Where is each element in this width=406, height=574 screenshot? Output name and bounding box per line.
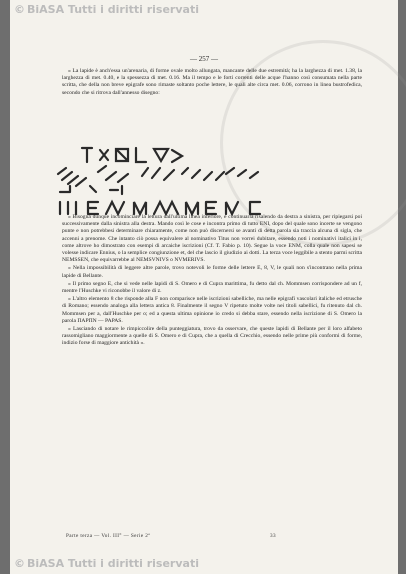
text-block-top [62, 68, 362, 98]
watermark-text-bottom: BiASA Tutti i diritti riservati [27, 557, 199, 570]
glyph [60, 202, 76, 214]
paragraph: « Nella impossibilità di leggere altre parole, trovo notevoli le forme delle lettere E, 8, V, le quali non s'incontrano nella prima lapide di Bellante. [62, 265, 362, 279]
glyph [98, 166, 128, 182]
glyph [186, 202, 198, 214]
glyph [60, 186, 96, 192]
glyph [182, 168, 224, 180]
watermark-text-top: BiASA Tutti i diritti riservati [27, 3, 199, 16]
glyph [154, 202, 178, 214]
glyph [206, 202, 216, 214]
paragraph: « Il primo segno E, che si vede nelle lapidi di S. Omero e di Cupra marittima, fu detto dal ch. Mommsen corrispondere ad un f, mentre l'Huschke vi riconobbe il valore di z. [62, 280, 362, 295]
watermark-bottom [14, 557, 199, 570]
paragraph: « Lasciando di notare le rimpiccolire della punteggiatura, trovo da osservare, che queste lapidi di Bellante per il loro alfabeto rassomigliano maggiormente a quelle di S. Omero e di Cupra, che a quella di Crecchio, essendo nelle prime più conformi di forme, indizio forse di maggiore antichità ». [62, 326, 362, 347]
page-number: — 257 — [190, 55, 218, 63]
footer-series: Parte terza — Vol. III° — Serie 2ª [66, 533, 151, 539]
glyph [110, 186, 122, 194]
page-footer [66, 533, 276, 539]
scanned-page [10, 0, 398, 574]
glyph [82, 148, 92, 162]
paragraph: « La lapide è anch'essa un'arenaria, di forme ovale molto allungata, mancante delle due estremità; ha la larghezza di met. 1.38, la larghezza di met. 0.40, e la spessezza di met. 0.16. Ma il tempo e le forti correnti delle acque l'hanno così consumata nella parte scritta, che della non breve epigrafe sono rimaste soltanto poche lettere, le quali alte circa met. 0.06, corrono in linea bustrofedica, secondo che si ritrova dall'annesso disegno: [62, 68, 362, 96]
copyright-icon: © [14, 557, 25, 570]
copyright-icon: © [14, 3, 25, 16]
glyph [250, 202, 260, 214]
text-block-bottom [62, 214, 362, 349]
glyph [58, 168, 86, 186]
glyph [106, 202, 124, 214]
glyph [100, 150, 108, 160]
glyph [116, 149, 128, 161]
glyph [172, 150, 182, 162]
footer-mark: 33 [270, 533, 277, 539]
glyph [142, 168, 174, 180]
glyph [136, 148, 146, 162]
glyph [88, 202, 98, 214]
glyph [226, 168, 258, 178]
glyph [134, 202, 146, 214]
inscription-drawing [50, 140, 370, 220]
watermark-top [14, 3, 199, 16]
paragraph: « L'altro elemento 8 che risponde alla F non comparisce nelle iscrizioni sabelliche, ma nelle epigrafi vascolari italiche ed etrusche di Romano; essendo analoga alla lettera antica 8. Finalmente il segno V ripetuto molte volte nei titoli sabellici, fu ritenuto dal ch. Mommsen per a, dall'Huschke per o; ed a questa ultima opinione io credo si debba stare, essendo nella iscrizione di S. Omero la parola ΠΑΡΠΝ — PAPAS. [62, 296, 362, 324]
glyph [226, 202, 238, 214]
glyph [154, 149, 168, 161]
paragraph: « Bisogna dunque incominciare la lettura dall'ultima linea inferiore, e continuarla risalendo da destra a sinistra, per ripiegarsi poi successivamente dalla sinistra alla destra. Mando così le cose e incontra primo di tutto ENI, dopo del quale sono incerte se vengono punte e non potrebbesi determinare chiaramente, come non può discernersi se avanti di detta parola sia traccia alcuna di sigla, che accenni a prenome. Che intanto ciò possa equivalere al nominativo Titus non vorrei dubitare, essendo noti i nominativi italici in i, come altrove ho dimostrato con esempi di arcaiche iscrizioni (Cf. T. Fabio p. 10). Segue la voce ENM, colla quale non sapesi se volesse indicare Ennius, o la semplice congiunzione et, del che lascio il giudizio ai dotti. La terza voce leggibile a stento parmi scritta NEMSSEN, che equivarrebbe al NEMSVNIVS o NVMERIVS. [62, 214, 362, 264]
